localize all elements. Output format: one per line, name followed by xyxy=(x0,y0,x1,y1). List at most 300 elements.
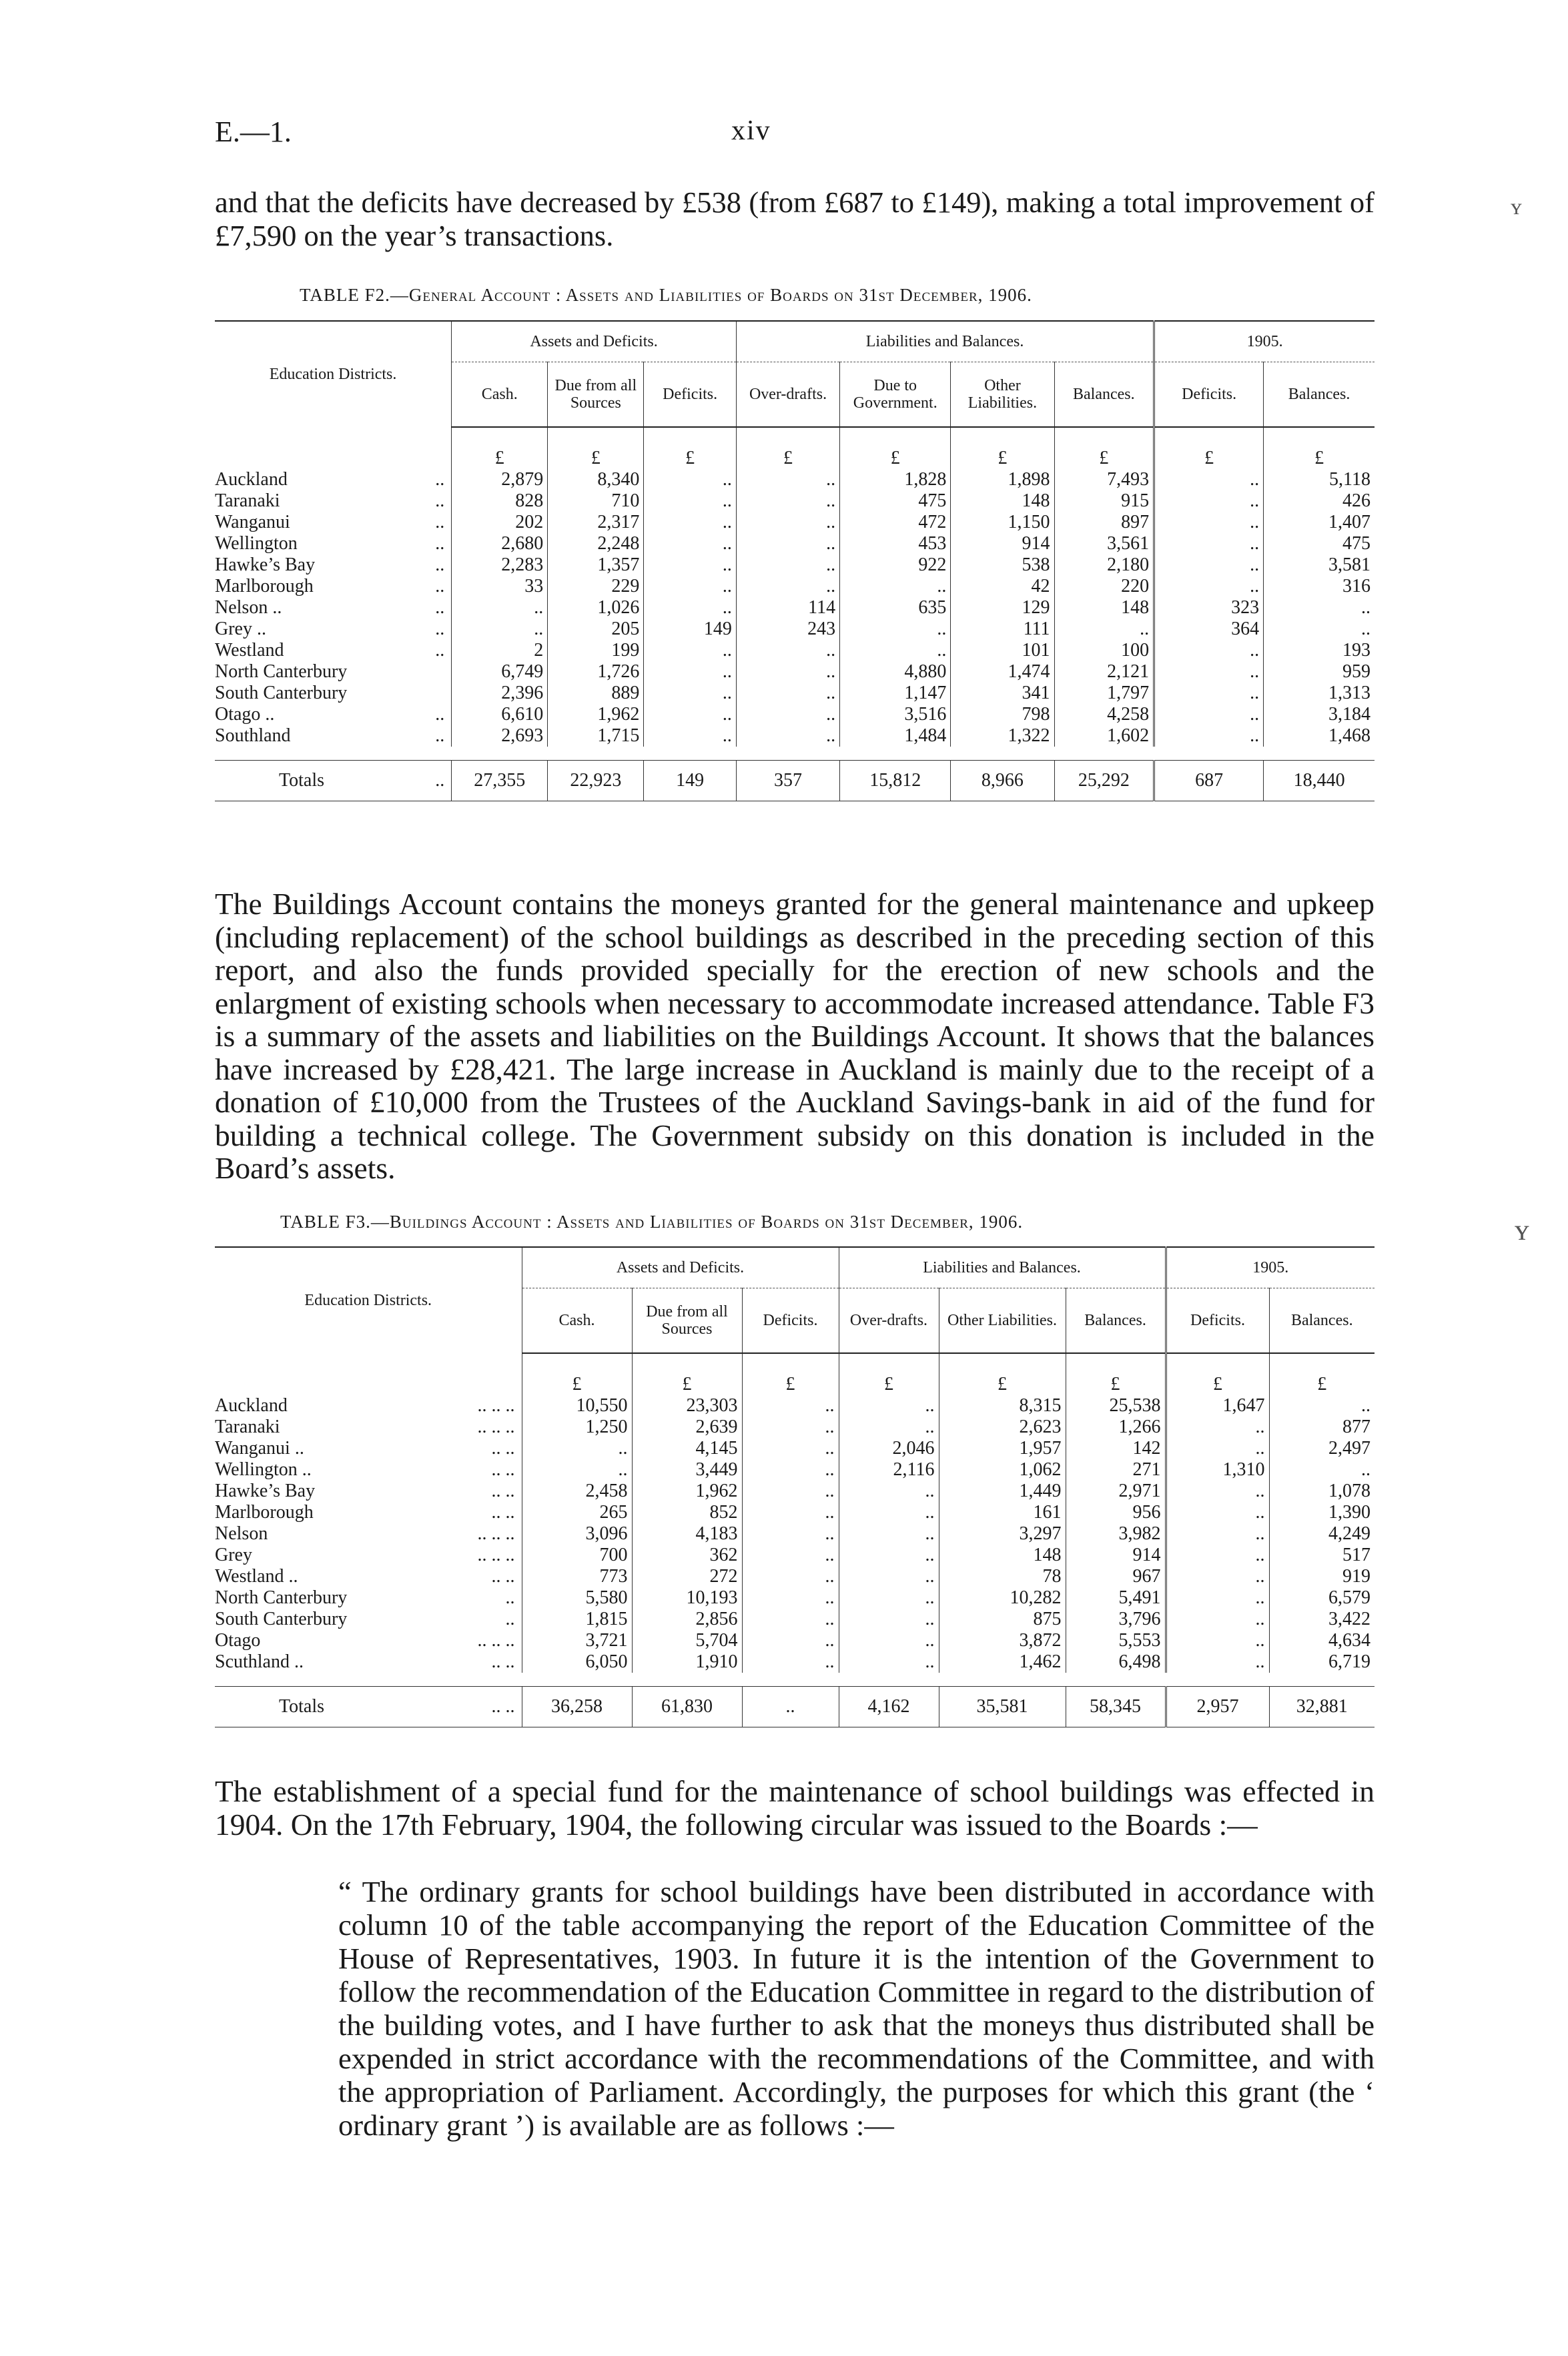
table-cell: 1,474 xyxy=(951,661,1054,683)
district-name: Otago xyxy=(215,1630,261,1651)
table-cell: 7,493 xyxy=(1054,469,1154,490)
table-cell: .. xyxy=(736,490,839,512)
table-cell: .. xyxy=(1166,1545,1269,1566)
table-cell: 148 xyxy=(951,490,1054,512)
district-name: Westland .. xyxy=(215,1566,298,1587)
table-cell: 8,315 xyxy=(939,1395,1066,1417)
table-cell: .. xyxy=(736,469,839,490)
table-unit-cell: £ xyxy=(522,1353,632,1395)
table-cell: .. xyxy=(742,1630,839,1651)
district-name: Wanganui xyxy=(215,512,290,532)
table-cell: 1,726 xyxy=(548,661,644,683)
table-unit-cell: £ xyxy=(1166,1353,1269,1395)
table-f2-group-assets: Assets and Deficits. xyxy=(452,321,737,362)
table-cell: .. xyxy=(742,1651,839,1673)
leader-dots: .. .. xyxy=(415,1687,522,1727)
table-f3-caption-title: Buildings Account : Assets and Liabilities of Boards on 31st December, 1906. xyxy=(389,1212,1024,1232)
table-cell: 1,078 xyxy=(1269,1481,1375,1502)
table-cell: 914 xyxy=(1066,1545,1166,1566)
table-cell: .. xyxy=(839,1395,939,1417)
totals-cell: .. xyxy=(742,1687,839,1727)
table-cell: 111 xyxy=(951,619,1054,640)
table-f2-caption-title: General Account : Assets and Liabilities of Boards on 31st December, 1906. xyxy=(408,285,1032,305)
table-cell: 2,283 xyxy=(452,554,548,576)
table-cell: 148 xyxy=(939,1545,1066,1566)
table-cell-blank xyxy=(215,1673,1375,1687)
leader-dots: .. xyxy=(435,725,445,746)
table-cell: 193 xyxy=(1264,640,1375,661)
table-cell: 828 xyxy=(452,490,548,512)
table-cell: .. xyxy=(1269,1459,1375,1481)
table-cell: .. xyxy=(1166,1523,1269,1545)
table-row xyxy=(215,619,1375,640)
district-name: Auckland xyxy=(215,1395,288,1416)
table-cell: 1,910 xyxy=(632,1651,742,1673)
table-unit-row xyxy=(215,427,1375,469)
table-cell: .. xyxy=(644,576,737,597)
leader-dots: .. xyxy=(407,761,452,801)
table-cell: 161 xyxy=(939,1502,1066,1523)
table-cell-blank xyxy=(215,427,407,469)
totals-cell: 27,355 xyxy=(452,761,548,801)
table-row xyxy=(215,554,1375,576)
table-cell: 100 xyxy=(1054,640,1154,661)
table-unit-cell: £ xyxy=(951,427,1054,469)
table-cell: .. xyxy=(1154,683,1264,704)
table-cell-blank xyxy=(215,747,1375,761)
table-cell: 1,310 xyxy=(1166,1459,1269,1481)
leader-dots: .. .. xyxy=(491,1566,515,1587)
table-cell: 1,390 xyxy=(1269,1502,1375,1523)
table-cell: .. xyxy=(644,640,737,661)
table-cell: .. xyxy=(1166,1438,1269,1459)
table-cell: 3,872 xyxy=(939,1630,1066,1651)
leader-dots: .. xyxy=(505,1609,515,1629)
table-cell: 967 xyxy=(1066,1566,1166,1587)
totals-cell: 35,581 xyxy=(939,1687,1066,1727)
table-row xyxy=(215,1651,1375,1673)
totals-cell: 22,923 xyxy=(548,761,644,801)
table-unit-cell: £ xyxy=(632,1353,742,1395)
table-cell: .. xyxy=(1154,512,1264,533)
leader-dots: .. xyxy=(435,640,445,661)
table-cell: 4,183 xyxy=(632,1523,742,1545)
table-cell: .. xyxy=(1054,619,1154,640)
table-cell: 897 xyxy=(1054,512,1154,533)
table-cell: 6,749 xyxy=(452,661,548,683)
table-totals-row xyxy=(215,761,1375,801)
leader-dots: .. xyxy=(435,597,445,618)
table-cell: 265 xyxy=(522,1502,632,1523)
table-cell: .. xyxy=(839,1609,939,1630)
table-row xyxy=(215,725,1375,747)
table-cell: .. xyxy=(644,597,737,619)
leader-dots: .. xyxy=(435,554,445,575)
table-cell: .. xyxy=(452,597,548,619)
table-row xyxy=(215,1481,1375,1502)
margin-mark: ʏ xyxy=(1515,1214,1529,1246)
table-cell: .. xyxy=(839,1651,939,1673)
table-cell: 426 xyxy=(1264,490,1375,512)
table-cell: 852 xyxy=(632,1502,742,1523)
table-f3-district-header: Education Districts. xyxy=(215,1247,522,1353)
totals-cell: 4,162 xyxy=(839,1687,939,1727)
table-f2-caption-prefix: TABLE F2.— xyxy=(300,285,409,305)
table-cell: 3,982 xyxy=(1066,1523,1166,1545)
table-cell: .. xyxy=(839,1523,939,1545)
table-row xyxy=(215,704,1375,725)
circular-quote: “ The ordinary grants for school buildings have been distributed in accordance with column 10 of the table accompanying the report of the Education Committee of the House of Representatives, 1903. In future it is the intention of the Government to follow the recommendation of the Education Committee in regard to the distribution of the building votes, and I have further to ask that the moneys thus distributed shall be expended in strict accordance with the recommendations of the Committee, and with the appropriation of Parliament. Accordingly, the purposes for which this grant (the ‘ ordinary grant ’) is available are as follows :— xyxy=(338,1875,1375,2142)
leader-dots: .. xyxy=(435,533,445,554)
table-cell: 2,680 xyxy=(452,533,548,554)
table-cell: 1,898 xyxy=(951,469,1054,490)
table-cell: 199 xyxy=(548,640,644,661)
leader-dots: .. .. .. xyxy=(477,1545,515,1565)
table-cell: 271 xyxy=(1066,1459,1166,1481)
table-cell: 362 xyxy=(632,1545,742,1566)
table-cell: .. xyxy=(1154,576,1264,597)
table-unit-cell: £ xyxy=(548,427,644,469)
table-cell: .. xyxy=(1166,1566,1269,1587)
district-name: Wellington xyxy=(215,533,298,554)
table-cell: 4,634 xyxy=(1269,1630,1375,1651)
table-f3-body xyxy=(215,1353,1375,1727)
margin-mark: ʏ xyxy=(1511,195,1522,220)
table-cell: .. xyxy=(1166,1630,1269,1651)
table-cell-blank xyxy=(215,1353,415,1395)
district-name: Southland xyxy=(215,725,291,746)
table-cell: .. xyxy=(736,725,839,747)
table-row xyxy=(215,1545,1375,1566)
table-cell: 3,721 xyxy=(522,1630,632,1651)
table-cell: .. xyxy=(644,704,737,725)
table-cell: .. xyxy=(522,1438,632,1459)
table-row xyxy=(215,1523,1375,1545)
table-cell: 2,693 xyxy=(452,725,548,747)
table-cell: 4,880 xyxy=(840,661,951,683)
table-cell: .. xyxy=(742,1459,839,1481)
district-name: Taranaki xyxy=(215,490,280,511)
table-cell: 956 xyxy=(1066,1502,1166,1523)
table-f3-col-due-from: Due from all Sources xyxy=(632,1288,742,1354)
table-unit-cell: £ xyxy=(1066,1353,1166,1395)
table-cell: 1,602 xyxy=(1054,725,1154,747)
table-unit-cell: £ xyxy=(1269,1353,1375,1395)
table-cell: .. xyxy=(644,512,737,533)
table-row xyxy=(215,1587,1375,1609)
table-cell: .. xyxy=(1154,704,1264,725)
district-name: Marlborough xyxy=(215,1502,314,1523)
table-cell: 2,856 xyxy=(632,1609,742,1630)
leader-dots: .. .. .. xyxy=(477,1523,515,1544)
table-f2-col-deficits: Deficits. xyxy=(644,362,737,428)
table-cell: .. xyxy=(1166,1651,1269,1673)
table-cell: 635 xyxy=(840,597,951,619)
table-cell: .. xyxy=(1154,533,1264,554)
table-f2-group-prior-year: 1905. xyxy=(1154,321,1375,362)
table-cell: .. xyxy=(1154,640,1264,661)
table-f2-caption xyxy=(300,285,1032,306)
table-cell: 101 xyxy=(951,640,1054,661)
page-reference: E.—1. xyxy=(215,115,292,148)
table-cell: 114 xyxy=(736,597,839,619)
table-f2-col-other-liabilities: Other Liabilities. xyxy=(951,362,1054,428)
table-cell: 1,815 xyxy=(522,1609,632,1630)
table-f2-col-due-from: Due from all Sources xyxy=(548,362,644,428)
district-name: Grey xyxy=(215,1545,252,1565)
table-cell: .. xyxy=(742,1523,839,1545)
table-cell: 5,118 xyxy=(1264,469,1375,490)
leader-dots: .. .. xyxy=(491,1459,515,1480)
table-cell: 2,317 xyxy=(548,512,644,533)
district-name: Hawke’s Bay xyxy=(215,554,316,575)
table-cell: 4,258 xyxy=(1054,704,1154,725)
table-row xyxy=(215,1502,1375,1523)
district-name: Nelson .. xyxy=(215,597,282,618)
table-cell: .. xyxy=(736,533,839,554)
leader-dots xyxy=(407,683,452,704)
table-cell: .. xyxy=(1154,725,1264,747)
table-cell: .. xyxy=(839,1566,939,1587)
district-name: Westland xyxy=(215,640,284,661)
table-cell: 710 xyxy=(548,490,644,512)
table-cell: 1,462 xyxy=(939,1651,1066,1673)
table-row xyxy=(215,512,1375,533)
table-cell: 2,180 xyxy=(1054,554,1154,576)
totals-label: Totals xyxy=(215,1687,415,1727)
district-name: North Canterbury xyxy=(215,661,348,682)
table-cell: 5,704 xyxy=(632,1630,742,1651)
totals-cell: 15,812 xyxy=(840,761,951,801)
table-cell: 538 xyxy=(951,554,1054,576)
table-cell: .. xyxy=(736,640,839,661)
table-cell: 142 xyxy=(1066,1438,1166,1459)
table-cell: .. xyxy=(742,1502,839,1523)
table-f3-col-1905-balances: Balances. xyxy=(1269,1288,1375,1354)
table-cell: 3,581 xyxy=(1264,554,1375,576)
table-cell: 2,879 xyxy=(452,469,548,490)
table-cell: 2,046 xyxy=(839,1438,939,1459)
table-row xyxy=(215,576,1375,597)
table-cell: 3,516 xyxy=(840,704,951,725)
table-f3-group-liabilities: Liabilities and Balances. xyxy=(839,1247,1166,1288)
table-cell: 25,538 xyxy=(1066,1395,1166,1417)
leader-dots: .. xyxy=(435,619,445,639)
table-cell: 5,580 xyxy=(522,1587,632,1609)
totals-cell: 32,881 xyxy=(1269,1687,1375,1727)
table-row xyxy=(215,490,1375,512)
table-cell: .. xyxy=(644,533,737,554)
leader-dots: .. xyxy=(435,469,445,490)
totals-cell: 687 xyxy=(1154,761,1264,801)
table-row xyxy=(215,1459,1375,1481)
table-cell: .. xyxy=(1154,469,1264,490)
table-cell: 1,250 xyxy=(522,1417,632,1438)
table-cell: .. xyxy=(742,1395,839,1417)
table-cell: .. xyxy=(644,683,737,704)
table-cell: .. xyxy=(1166,1502,1269,1523)
table-cell: 700 xyxy=(522,1545,632,1566)
table-cell: 78 xyxy=(939,1566,1066,1587)
table-cell: 6,719 xyxy=(1269,1651,1375,1673)
table-cell: .. xyxy=(839,1417,939,1438)
table-f2-col-cash: Cash. xyxy=(452,362,548,428)
table-cell: 2,623 xyxy=(939,1417,1066,1438)
district-name: Grey .. xyxy=(215,619,266,639)
table-cell: 316 xyxy=(1264,576,1375,597)
table-row xyxy=(215,597,1375,619)
totals-cell: 61,830 xyxy=(632,1687,742,1727)
table-cell: 3,561 xyxy=(1054,533,1154,554)
table-cell: 922 xyxy=(840,554,951,576)
table-unit-cell: £ xyxy=(1264,427,1375,469)
table-cell: 220 xyxy=(1054,576,1154,597)
district-name: Wanganui .. xyxy=(215,1438,304,1459)
table-f2-col-balances: Balances. xyxy=(1054,362,1154,428)
table-f3-col-overdrafts: Over-drafts. xyxy=(839,1288,939,1354)
district-name: Wellington .. xyxy=(215,1459,312,1480)
table-cell-blank xyxy=(407,427,452,469)
leader-dots: .. .. xyxy=(491,1502,515,1523)
table-cell: 42 xyxy=(951,576,1054,597)
table-cell: 2,497 xyxy=(1269,1438,1375,1459)
table-row xyxy=(215,1566,1375,1587)
table-cell: 475 xyxy=(1264,533,1375,554)
totals-label: Totals xyxy=(215,761,407,801)
totals-cell: 8,966 xyxy=(951,761,1054,801)
table-cell-blank xyxy=(415,1353,522,1395)
table-cell: .. xyxy=(736,661,839,683)
table-cell: 10,193 xyxy=(632,1587,742,1609)
leader-dots: .. xyxy=(435,490,445,511)
table-row xyxy=(215,1609,1375,1630)
table-unit-cell: £ xyxy=(939,1353,1066,1395)
table-cell: .. xyxy=(839,1502,939,1523)
table-cell: 10,282 xyxy=(939,1587,1066,1609)
table-row xyxy=(215,1630,1375,1651)
table-cell: 243 xyxy=(736,619,839,640)
table-cell: .. xyxy=(742,1545,839,1566)
table-cell: 3,297 xyxy=(939,1523,1066,1545)
table-unit-cell: £ xyxy=(840,427,951,469)
table-cell: .. xyxy=(742,1417,839,1438)
table-cell: 1,962 xyxy=(632,1481,742,1502)
table-cell: 798 xyxy=(951,704,1054,725)
table-row xyxy=(215,533,1375,554)
table-spacer-row xyxy=(215,1673,1375,1687)
leader-dots: .. xyxy=(435,704,445,725)
table-f2-col-1905-balances: Balances. xyxy=(1264,362,1375,428)
table-cell: 1,407 xyxy=(1264,512,1375,533)
table-row xyxy=(215,1417,1375,1438)
table-cell: 2,971 xyxy=(1066,1481,1166,1502)
table-cell: 919 xyxy=(1269,1566,1375,1587)
table-cell: 3,422 xyxy=(1269,1609,1375,1630)
table-cell: .. xyxy=(644,661,737,683)
table-cell: 149 xyxy=(644,619,737,640)
district-name: Auckland xyxy=(215,469,288,490)
table-cell: 3,796 xyxy=(1066,1609,1166,1630)
table-cell: 959 xyxy=(1264,661,1375,683)
table-cell: 2,116 xyxy=(839,1459,939,1481)
table-cell: 1,715 xyxy=(548,725,644,747)
table-cell: .. xyxy=(1166,1481,1269,1502)
table-cell: .. xyxy=(1269,1395,1375,1417)
table-cell: .. xyxy=(839,1630,939,1651)
totals-cell: 2,957 xyxy=(1166,1687,1269,1727)
table-row xyxy=(215,469,1375,490)
district-name: Taranaki xyxy=(215,1417,280,1437)
table-cell: 877 xyxy=(1269,1417,1375,1438)
table-f3-col-balances: Balances. xyxy=(1066,1288,1166,1354)
totals-cell: 149 xyxy=(644,761,737,801)
table-cell: 889 xyxy=(548,683,644,704)
table-cell: 341 xyxy=(951,683,1054,704)
table-row xyxy=(215,1395,1375,1417)
district-name: Marlborough xyxy=(215,576,314,597)
table-cell: 773 xyxy=(522,1566,632,1587)
table-cell: 1,147 xyxy=(840,683,951,704)
table-cell: 6,610 xyxy=(452,704,548,725)
table-cell: .. xyxy=(644,469,737,490)
totals-cell: 25,292 xyxy=(1054,761,1154,801)
table-cell: 323 xyxy=(1154,597,1264,619)
table-unit-cell: £ xyxy=(1054,427,1154,469)
table-cell: 6,050 xyxy=(522,1651,632,1673)
table-cell: 272 xyxy=(632,1566,742,1587)
table-cell: 1,150 xyxy=(951,512,1054,533)
table-f3-col-cash: Cash. xyxy=(522,1288,632,1354)
table-cell: .. xyxy=(1264,619,1375,640)
table-unit-cell: £ xyxy=(839,1353,939,1395)
table-f3 xyxy=(215,1246,1375,1727)
table-cell: .. xyxy=(839,1481,939,1502)
leader-dots: .. xyxy=(435,576,445,597)
table-cell: 4,145 xyxy=(632,1438,742,1459)
table-cell: .. xyxy=(742,1481,839,1502)
table-row xyxy=(215,661,1375,683)
district-name: Hawke’s Bay xyxy=(215,1481,316,1501)
district-name: Scuthland .. xyxy=(215,1651,304,1672)
table-cell: 1,468 xyxy=(1264,725,1375,747)
table-cell: 8,340 xyxy=(548,469,644,490)
table-cell: 1,957 xyxy=(939,1438,1066,1459)
table-f3-caption xyxy=(280,1212,1023,1232)
table-cell: 1,357 xyxy=(548,554,644,576)
table-cell: 1,484 xyxy=(840,725,951,747)
table-cell: .. xyxy=(736,576,839,597)
table-cell: 475 xyxy=(840,490,951,512)
table-cell: 1,449 xyxy=(939,1481,1066,1502)
table-cell: 4,249 xyxy=(1269,1523,1375,1545)
table-cell: 2,639 xyxy=(632,1417,742,1438)
district-name: South Canterbury xyxy=(215,683,348,703)
table-cell: .. xyxy=(736,554,839,576)
table-cell: 915 xyxy=(1054,490,1154,512)
table-f3-col-1905-deficits: Deficits. xyxy=(1166,1288,1269,1354)
table-cell: 6,579 xyxy=(1269,1587,1375,1609)
table-cell: .. xyxy=(742,1438,839,1459)
table-cell: .. xyxy=(839,1545,939,1566)
table-f2 xyxy=(215,320,1375,801)
table-unit-cell: £ xyxy=(452,427,548,469)
table-cell: .. xyxy=(1264,597,1375,619)
table-cell: 1,026 xyxy=(548,597,644,619)
buildings-account-paragraph: The Buildings Account contains the moneys granted for the general maintenance and upkeep (including replacement) of the school buildings as described in the preceding section of this report, and also the funds provided specially for the erection of new schools and the enlargment of existing schools when necessary to accommodate increased attendance. Table F3 is a summary of the assets and liabilities on the Buildings Account. It shows that the balances have increased by £28,421. The large increase in Auckland is mainly due to the receipt of a donation of £10,000 from the Trustees of the Auckland Savings-bank in aid of the fund for building a technical college. The Government subsidy on this donation is included in the Board’s assets. xyxy=(215,887,1375,1185)
table-cell: 1,322 xyxy=(951,725,1054,747)
table-f3-group-assets: Assets and Deficits. xyxy=(522,1247,839,1288)
table-cell: 2,248 xyxy=(548,533,644,554)
